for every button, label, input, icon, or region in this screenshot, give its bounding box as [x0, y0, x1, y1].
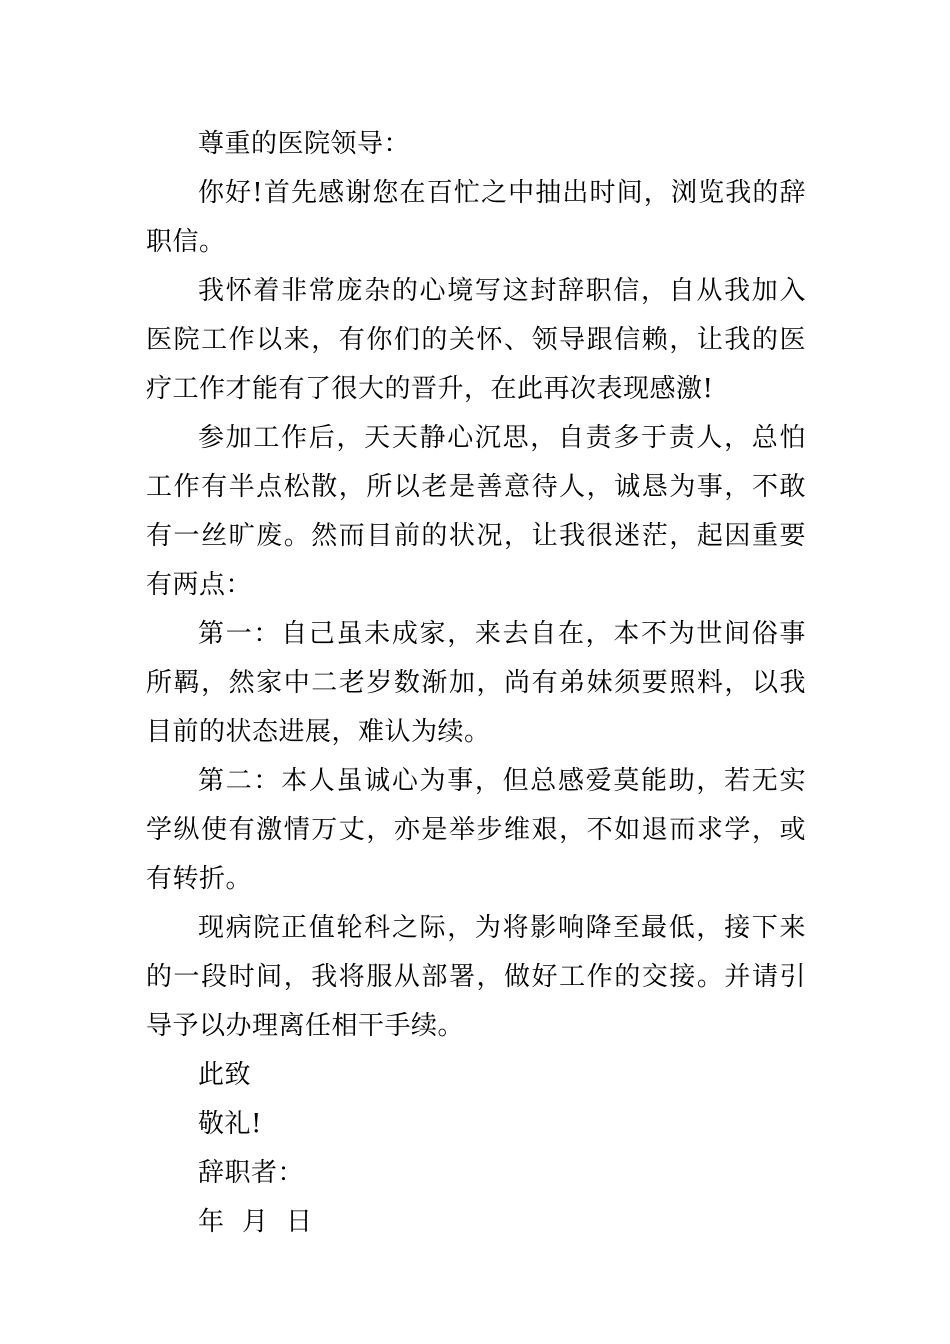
paragraph-reason-two: 第二：本人虽诚心为事，但总感爱莫能助，若无实学纵使有激情万丈，亦是举步维艰，不如退而求学，或有转折。: [146, 766, 806, 894]
signer-label: 辞职者：: [198, 1158, 305, 1188]
date-label: 年 月 日: [198, 1207, 313, 1237]
closing-jingli: 敬礼!: [198, 1109, 262, 1139]
salutation: 尊重的医院领导：: [198, 129, 411, 159]
closing-cizhi: 此致: [198, 1060, 252, 1090]
paragraph-intro: 我怀着非常庞杂的心境写这封辞职信，自从我加入医院工作以来，有你们的关怀、领导跟信赖，让我的医疗工作才能有了很大的晋升，在此再次表现感激!: [146, 276, 806, 404]
paragraph-reasons: 参加工作后，天天静心沉思，自责多于责人，总怕工作有半点松散，所以老是善意待人，诚恳为事，不敢有一丝旷废。然而目前的状况，让我很迷茫，起因重要有两点：: [146, 423, 806, 600]
paragraph-handover: 现病院正值轮科之际，为将影响降至最低，接下来的一段时间，我将服从部署，做好工作的交接。并请引导予以办理离任相干手续。: [146, 913, 806, 1041]
paragraph-reason-one: 第一：自己虽未成家，来去自在，本不为世间俗事所羁，然家中二老岁数渐加，尚有弟妹须要照料，以我目前的状态进展，难认为续。: [146, 619, 806, 747]
paragraph-greeting: 你好!首先感谢您在百忙之中抽出时间，浏览我的辞职信。: [146, 178, 806, 257]
letter-body: [146, 120, 806, 1247]
